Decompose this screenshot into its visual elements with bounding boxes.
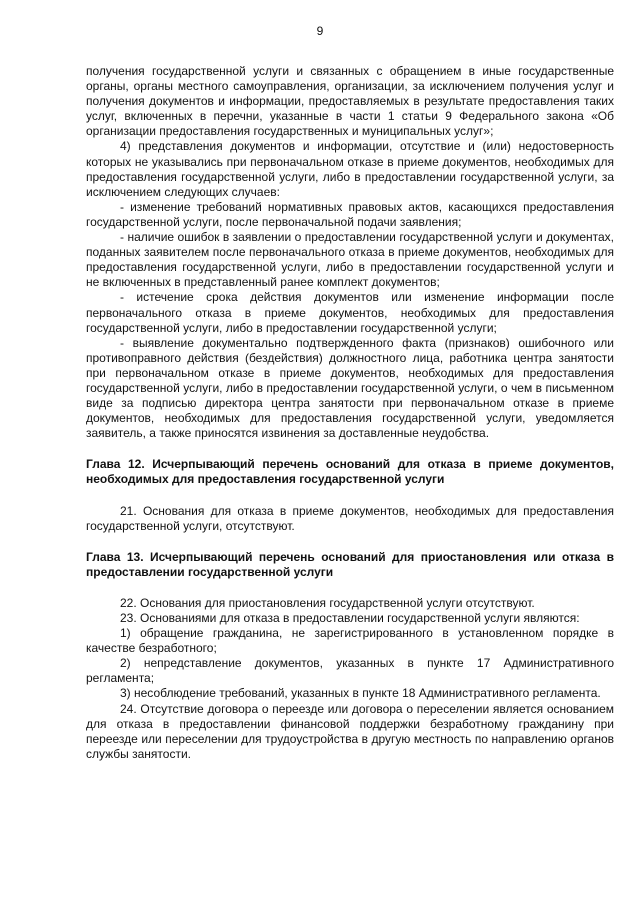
- section-continuation: [86, 64, 614, 441]
- chapter-12-body: [86, 504, 614, 534]
- spacer: [86, 441, 614, 457]
- chapter-12-heading: Глава 12. Исчерпывающий перечень оснований для отказа в приеме документов, необходимых для предоставления государственной услуги: [86, 457, 614, 487]
- paragraph: 22. Основания для приостановления государственной услуги отсутствуют.: [120, 595, 535, 610]
- spacer: [86, 534, 614, 550]
- paragraph: получения государственной услуги и связанных с обращением в иные государственные органы, органы местного самоуправления, организации, за исключением получения услуг и получения документов и информации, предоставляемых в результате предоставления таких услуг, включенных в перечни, указанные в части 1 статьи 9 Федерального закона «Об организации предоставления государственных и муниципальных услуг»;: [86, 64, 614, 139]
- paragraph: 24. Отсутствие договора о переезде или договора о переселении является основанием для отказа в предоставлении финансовой поддержки безработному гражданину при переезде или переселении для трудоустройства в другую местность по направлению органов службы занятости.: [86, 701, 614, 761]
- chapter-13-body: [86, 596, 614, 762]
- chapter-13-heading: Глава 13. Исчерпывающий перечень оснований для приостановления или отказа в предоставлении государственной услуги: [86, 549, 614, 579]
- spacer: [86, 488, 614, 504]
- document-body: [86, 64, 614, 762]
- paragraph: - выявление документально подтвержденного факта (признаков) ошибочного или противоправного действия (бездействия) должностного лица, работника центра занятости при первоначальном отказе в приеме документов, необходимых для предоставления государственной услуги, либо в предоставлении государственной услуги, о чем в письменном виде за подписью директора центра занятости при первоначальном отказе в приеме документов, необходимых для предоставления государственной услуги, уведомляется заявитель, а также приносятся извинения за доставленные неудобства.: [86, 335, 614, 441]
- page-number: 9: [316, 24, 324, 38]
- paragraph: 3) несоблюдение требований, указанных в пункте 18 Административного регламента.: [120, 686, 601, 701]
- paragraph: 4) представления документов и информации, отсутствие и (или) недостоверность которых не указывались при первоначальном отказе в приеме документов, необходимых для предоставления государственной услуги, либо в предоставлении государственной услуги, за исключением следующих случаев:: [86, 139, 614, 199]
- paragraph: 21. Основания для отказа в приеме документов, необходимых для предоставления государственной услуги, отсутствуют.: [86, 503, 614, 533]
- paragraph: - истечение срока действия документов или изменение информации после первоначального отказа в приеме документов, необходимых для предоставления государственной услуги, либо в предоставлении государственной услуги;: [86, 290, 614, 335]
- paragraph: 1) обращение гражданина, не зарегистрированного в установленном порядке в качестве безработного;: [86, 626, 614, 656]
- paragraph: 2) непредставление документов, указанных в пункте 17 Административного регламента;: [86, 656, 614, 686]
- spacer: [86, 580, 614, 596]
- paragraph: - изменение требований нормативных правовых актов, касающихся предоставления государственной услуги, после первоначальной подачи заявления;: [86, 199, 614, 229]
- paragraph: 23. Основаниями для отказа в предоставлении государственной услуги являются:: [120, 611, 580, 625]
- paragraph: - наличие ошибок в заявлении о предоставлении государственной услуги и документах, поданных заявителем после первоначального отказа в приеме документов, необходимых для предоставления государственной услуги, либо в предоставлении государственной услуги и не включенных в представленный ранее комплект документов;: [86, 230, 614, 290]
